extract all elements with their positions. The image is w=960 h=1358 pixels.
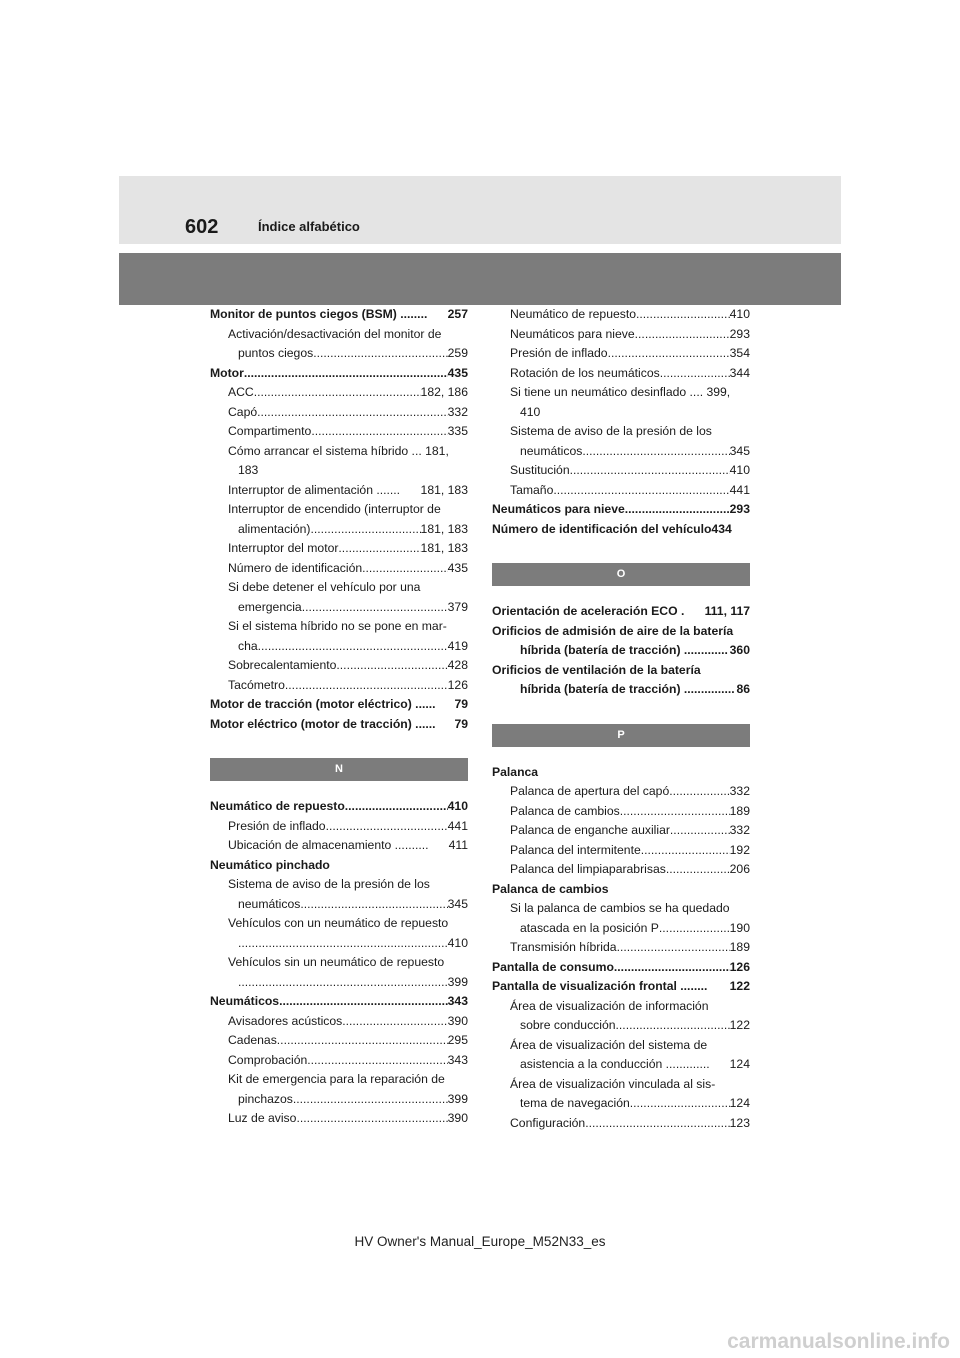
index-subentry xyxy=(210,656,468,676)
dot-leader xyxy=(238,934,448,954)
entry-text: Avisadores acústicos xyxy=(228,1013,343,1028)
entry-text: Vehículos con un neumático de repuesto xyxy=(228,916,449,930)
index-subentry xyxy=(210,403,468,423)
entry-text: Interruptor del motor xyxy=(228,541,339,555)
index-subentry xyxy=(210,895,468,915)
entry-text: Motor eléctrico (motor de tracción) ...... xyxy=(210,716,436,731)
index-subentry xyxy=(210,1012,468,1032)
page-ref: 390 xyxy=(447,1013,468,1028)
page-ref: 379 xyxy=(447,599,468,614)
dot-leader xyxy=(307,1051,447,1071)
page-ref: 182, 186 xyxy=(420,385,468,399)
page-ref: 189 xyxy=(729,940,750,954)
entry-text: Luz de aviso xyxy=(228,1111,297,1125)
entry-text: Palanca de cambios xyxy=(492,881,609,896)
dot-leader xyxy=(310,520,420,540)
page-ref: 181, 183 xyxy=(420,541,468,555)
entry-text: Neumático pinchado xyxy=(210,857,330,872)
page-ref: 441 xyxy=(447,818,468,833)
entry-text: 183 xyxy=(238,463,259,477)
index-subentry xyxy=(492,919,750,939)
entry-text: Sustitución xyxy=(510,463,570,477)
dot-leader xyxy=(614,958,730,978)
index-subentry xyxy=(210,344,468,364)
page-ref: 293 xyxy=(729,502,750,516)
page-ref: 111, 117 xyxy=(704,604,750,618)
page-ref: 332 xyxy=(729,784,750,798)
entry-text: atascada en la posición P xyxy=(520,920,659,935)
index-subentry xyxy=(492,802,750,822)
watermark: carmanualsonline.info xyxy=(727,1330,950,1353)
index-subentry xyxy=(492,403,750,423)
entry-text: neumáticos xyxy=(520,443,583,458)
entry-text: alimentación) xyxy=(238,521,311,536)
header-band xyxy=(119,253,841,305)
dot-leader xyxy=(585,1114,729,1134)
page-ref: 190 xyxy=(729,920,750,935)
index-entry xyxy=(210,992,468,1012)
dot-leader xyxy=(636,305,730,325)
index-subentry xyxy=(210,1109,468,1129)
entry-text: Palanca del limpiaparabrisas xyxy=(510,862,666,876)
page-ref: 435 xyxy=(447,560,468,575)
dot-leader xyxy=(570,461,730,481)
index-subentry xyxy=(210,934,468,954)
index-subentry xyxy=(210,1090,468,1110)
entry-text: Presión de inflado xyxy=(510,346,608,360)
page-ref: 335 xyxy=(447,424,468,438)
page-ref: 343 xyxy=(447,994,468,1008)
dot-leader xyxy=(257,403,448,423)
index-entry xyxy=(492,500,750,520)
entry-text: Pantalla de visualización frontal ........ xyxy=(492,979,708,993)
dot-leader xyxy=(285,676,448,696)
page-ref: 295 xyxy=(447,1033,468,1047)
page-ref: 390 xyxy=(447,1111,468,1125)
page-ref: 257 xyxy=(447,307,468,321)
index-subentry xyxy=(210,1051,468,1071)
dot-leader xyxy=(666,860,730,880)
letter-band: N xyxy=(210,758,468,781)
index-entry xyxy=(210,797,468,817)
dot-leader xyxy=(244,364,448,384)
index-subentry xyxy=(492,641,750,661)
page-ref: 419 xyxy=(447,638,468,653)
dot-leader xyxy=(258,637,448,657)
index-subentry xyxy=(492,442,750,462)
page-ref: 332 xyxy=(447,404,468,419)
dot-leader xyxy=(617,938,730,958)
entry-text: Palanca de enganche auxiliar xyxy=(510,823,670,837)
entry-text: Neumático de repuesto xyxy=(210,799,345,813)
index-subentry xyxy=(210,1070,468,1090)
index-subentry xyxy=(492,383,750,403)
index-subentry xyxy=(210,617,468,637)
index-subentry xyxy=(210,973,468,993)
band-spacer xyxy=(210,781,468,797)
page-ref: 124 xyxy=(729,1096,750,1110)
index-entry xyxy=(210,715,468,735)
band-spacer xyxy=(492,586,750,602)
entry-text: pinchazos xyxy=(238,1091,293,1106)
page-ref: 344 xyxy=(729,365,750,380)
index-column-left xyxy=(210,305,468,1129)
page-ref: 189 xyxy=(729,803,750,818)
index-subentry xyxy=(210,637,468,657)
entry-text: Comprobación xyxy=(228,1052,308,1067)
page-ref: 428 xyxy=(447,658,468,672)
entry-text: ACC xyxy=(228,385,254,399)
entry-text: Sistema de aviso de la presión de los xyxy=(228,877,430,891)
page-ref: 192 xyxy=(729,842,750,857)
page-ref: 126 xyxy=(447,677,468,692)
entry-text: Número de identificación xyxy=(228,560,363,575)
entry-text: Interruptor de alimentación ....... xyxy=(228,482,401,497)
page-number: 602 xyxy=(185,216,219,238)
index-subentry xyxy=(492,680,750,700)
dot-leader xyxy=(670,821,730,841)
entry-text: sobre conducción xyxy=(520,1018,616,1032)
dot-leader xyxy=(293,1090,448,1110)
entry-text: Ubicación de almacenamiento .......... xyxy=(228,838,429,852)
page-ref: 126 xyxy=(729,959,750,974)
index-subentry xyxy=(210,539,468,559)
page-ref: 79 xyxy=(454,716,468,731)
dot-leader xyxy=(254,383,421,403)
index-subentry xyxy=(492,1094,750,1114)
index-subentry xyxy=(492,997,750,1017)
dot-leader xyxy=(608,344,730,364)
dot-leader xyxy=(336,656,447,676)
page-ref: 345 xyxy=(447,896,468,911)
entry-text: Número de identificación del vehículo434 xyxy=(492,521,732,536)
index-subentry xyxy=(210,953,468,973)
index-entry xyxy=(492,661,750,681)
entry-text: Área de visualización vinculada al sis- xyxy=(510,1076,716,1091)
entry-text: híbrida (batería de tracción) ............... xyxy=(520,682,735,696)
index-subentry xyxy=(210,676,468,696)
dot-leader xyxy=(338,539,420,559)
dot-leader xyxy=(302,598,448,618)
index-subentry xyxy=(210,442,468,462)
page-ref: 435 xyxy=(447,365,468,380)
entry-text: Configuración xyxy=(510,1115,586,1130)
index-entry xyxy=(492,958,750,978)
letter-band: O xyxy=(492,563,750,586)
index-subentry xyxy=(492,821,750,841)
index-subentry xyxy=(492,1036,750,1056)
entry-text: Motor xyxy=(210,365,244,380)
index-entry xyxy=(210,695,468,715)
page-ref: 399 xyxy=(447,1091,468,1106)
index-subentry xyxy=(492,841,750,861)
entry-text: Palanca de cambios xyxy=(510,803,620,818)
dot-leader xyxy=(311,422,447,442)
dot-leader xyxy=(238,973,448,993)
entry-text: Orificios de admisión de aire de la batería xyxy=(492,623,734,638)
index-entry xyxy=(492,602,750,622)
entry-text: Si tiene un neumático desinflado .... 399, xyxy=(510,385,731,399)
section-title: Índice alfabético xyxy=(258,219,360,234)
page-ref: 345 xyxy=(729,443,750,458)
entry-text: Área de visualización de información xyxy=(510,998,709,1013)
entry-text: 410 xyxy=(520,404,541,419)
dot-leader xyxy=(553,481,729,501)
index-entry xyxy=(210,856,468,876)
index-subentry xyxy=(492,305,750,325)
band-spacer xyxy=(492,539,750,563)
footer-text: HV Owner's Manual_Europe_M52N33_es xyxy=(354,1234,606,1249)
index-subentry xyxy=(210,817,468,837)
page-ref: 360 xyxy=(729,643,750,657)
index-subentry xyxy=(492,899,750,919)
entry-text: Si debe detener el vehículo por una xyxy=(228,580,421,594)
page-ref: 124 xyxy=(729,1057,750,1071)
entry-text: Kit de emergencia para la reparación de xyxy=(228,1072,445,1086)
entry-text: Sistema de aviso de la presión de los xyxy=(510,424,712,438)
entry-text: Sobrecalentamiento xyxy=(228,658,337,672)
index-subentry xyxy=(210,559,468,579)
index-subentry xyxy=(210,578,468,598)
page-ref: 410 xyxy=(729,463,750,477)
dot-leader xyxy=(659,919,730,939)
index-subentry xyxy=(492,481,750,501)
index-subentry xyxy=(210,914,468,934)
letter-band: P xyxy=(492,724,750,747)
entry-text: cha xyxy=(238,638,258,653)
entry-text: Palanca del intermitente xyxy=(510,842,641,857)
entry-text: Neumáticos para nieve xyxy=(510,326,635,341)
index-column-right xyxy=(492,305,750,1133)
index-entry xyxy=(210,364,468,384)
page-ref: 181, 183 xyxy=(420,482,468,497)
index-subentry xyxy=(210,875,468,895)
entry-text: Motor de tracción (motor eléctrico) ...... xyxy=(210,697,436,711)
band-spacer xyxy=(210,734,468,758)
index-subentry xyxy=(210,500,468,520)
index-subentry xyxy=(492,422,750,442)
dot-leader xyxy=(313,344,447,364)
dot-leader xyxy=(326,817,448,837)
entry-text: Presión de inflado xyxy=(228,818,326,833)
page-ref: 259 xyxy=(447,346,468,360)
entry-text: Rotación de los neumáticos xyxy=(510,365,660,380)
entry-text: Monitor de puntos ciegos (BSM) ........ xyxy=(210,307,428,321)
entry-text: Tacómetro xyxy=(228,677,285,692)
entry-text: Orientación de aceleración ECO . xyxy=(492,604,685,618)
entry-text: Área de visualización del sistema de xyxy=(510,1037,708,1052)
entry-text: Cómo arrancar el sistema híbrido ... 181, xyxy=(228,443,449,458)
band-spacer xyxy=(492,747,750,763)
entry-text: Activación/desactivación del monitor de xyxy=(228,326,442,341)
page-ref: 332 xyxy=(729,823,750,837)
index-subentry xyxy=(492,782,750,802)
page-ref: 411 xyxy=(448,838,468,852)
index-entry xyxy=(210,305,468,325)
index-entry xyxy=(492,977,750,997)
page-ref: 410 xyxy=(729,307,750,321)
page-ref: 410 xyxy=(447,799,468,813)
index-entry xyxy=(492,763,750,783)
index-subentry xyxy=(492,364,750,384)
dot-leader xyxy=(345,797,448,817)
entry-text: Orificios de ventilación de la batería xyxy=(492,662,701,677)
entry-text: Interruptor de encendido (interruptor de xyxy=(228,502,441,516)
page-ref: 86 xyxy=(736,682,750,696)
entry-text: Vehículos sin un neumático de repuesto xyxy=(228,955,445,969)
entry-text: híbrida (batería de tracción) ............. xyxy=(520,643,728,657)
entry-text: Capó xyxy=(228,404,258,419)
index-subentry xyxy=(492,1114,750,1134)
page-ref: 354 xyxy=(729,346,750,360)
dot-leader xyxy=(362,559,448,579)
page-ref: 122 xyxy=(729,979,750,993)
band-spacer xyxy=(492,700,750,724)
dot-leader xyxy=(342,1012,447,1032)
dot-leader xyxy=(296,1109,447,1129)
entry-text: Si la palanca de cambios se ha quedado xyxy=(510,901,730,915)
index-subentry xyxy=(210,1031,468,1051)
dot-leader xyxy=(582,442,729,462)
entry-text: Pantalla de consumo xyxy=(492,959,614,974)
index-subentry xyxy=(492,461,750,481)
index-subentry xyxy=(492,325,750,345)
dot-leader xyxy=(660,364,730,384)
index-subentry xyxy=(210,422,468,442)
index-subentry xyxy=(210,383,468,403)
entry-text: Neumático de repuesto xyxy=(510,307,637,321)
index-subentry xyxy=(492,1075,750,1095)
dot-leader xyxy=(669,782,729,802)
entry-text: emergencia xyxy=(238,599,302,614)
page-ref: 122 xyxy=(729,1018,750,1032)
page-ref: 123 xyxy=(729,1115,750,1130)
entry-text: Cadenas xyxy=(228,1033,277,1047)
page-ref: 410 xyxy=(447,935,468,950)
index-subentry xyxy=(492,1016,750,1036)
page-ref: 343 xyxy=(447,1052,468,1067)
index-subentry xyxy=(492,860,750,880)
header-bar xyxy=(119,176,841,244)
entry-text: Transmisión híbrida xyxy=(510,940,617,954)
entry-text: Si el sistema híbrido no se pone en mar- xyxy=(228,619,447,633)
entry-text: puntos ciegos xyxy=(238,346,314,360)
index-entry xyxy=(492,622,750,642)
dot-leader xyxy=(279,992,448,1012)
page-ref: 441 xyxy=(729,482,750,497)
entry-text: Palanca xyxy=(492,764,539,779)
page-ref: 293 xyxy=(729,326,750,341)
index-entry xyxy=(492,880,750,900)
dot-leader xyxy=(641,841,730,861)
dot-leader xyxy=(625,500,730,520)
dot-leader xyxy=(635,325,730,345)
index-subentry xyxy=(210,481,468,501)
index-subentry xyxy=(210,598,468,618)
entry-text: Tamaño xyxy=(510,482,554,497)
page-ref: 79 xyxy=(454,697,468,711)
dot-leader xyxy=(620,802,730,822)
dot-leader xyxy=(300,895,447,915)
entry-text: asistencia a la conducción ............. xyxy=(520,1057,710,1071)
entry-text: Neumáticos para nieve xyxy=(492,502,625,516)
index-subentry xyxy=(492,344,750,364)
index-subentry xyxy=(210,520,468,540)
dot-leader xyxy=(277,1031,448,1051)
entry-text: tema de navegación xyxy=(520,1096,630,1110)
page-ref: 206 xyxy=(729,862,750,876)
index-subentry xyxy=(492,1055,750,1075)
entry-text: Palanca de apertura del capó xyxy=(510,784,670,798)
entry-text: Compartimento xyxy=(228,424,312,438)
dot-leader xyxy=(616,1016,730,1036)
index-entry xyxy=(492,520,750,540)
entry-text: Neumáticos xyxy=(210,994,280,1008)
index-subentry xyxy=(210,461,468,481)
index-subentry xyxy=(492,938,750,958)
index-subentry xyxy=(210,325,468,345)
entry-text: neumáticos xyxy=(238,896,301,911)
index-subentry xyxy=(210,836,468,856)
page-ref: 399 xyxy=(447,974,468,989)
page-ref: 181, 183 xyxy=(420,521,468,536)
dot-leader xyxy=(630,1094,730,1114)
